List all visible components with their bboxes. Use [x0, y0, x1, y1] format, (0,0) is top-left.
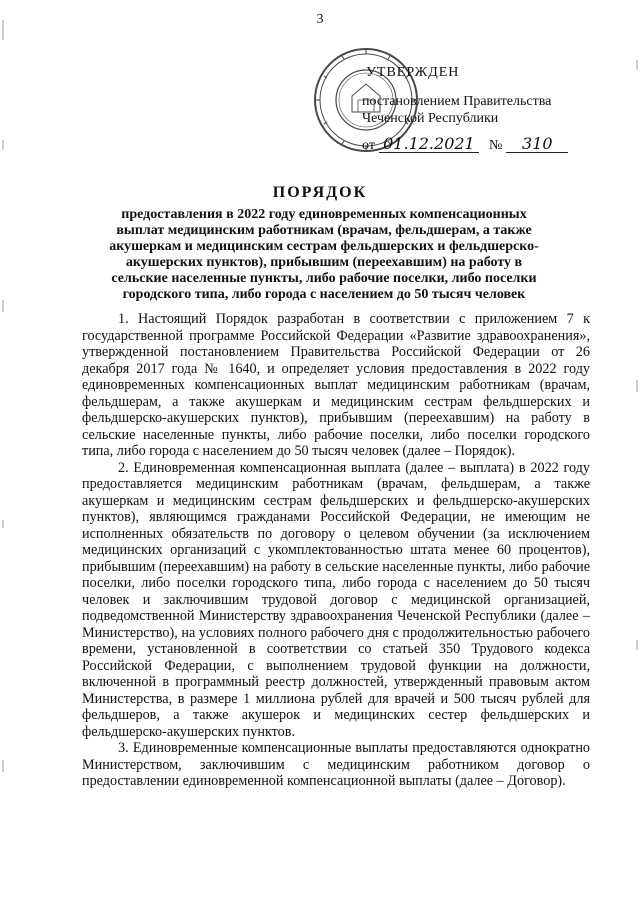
document-body [82, 311, 590, 790]
document-subtitle: предоставления в 2022 году единовременных компенсационных выплат медицинским работникам (врачам, фельдшерам, а также акушеркам и медицинским сестрам фельдшерских и фельдшерско-акушерских пунктов), прибывшим (переехавшим) на работу в сельские населенные пункты, либо рабочие поселки, либо поселки городского типа, либо города с населением до 50 тысяч человек [109, 207, 539, 302]
number-prefix: № [488, 138, 503, 153]
scan-edge-left [2, 0, 4, 905]
approval-line-1: постановлением Правительства [362, 94, 552, 109]
scan-edge-right [636, 0, 638, 905]
approval-number: 310 [506, 135, 568, 153]
approval-line-2: Чеченской Республики [362, 111, 499, 126]
approval-date-row [362, 135, 568, 154]
document-title: ПОРЯДОК [272, 184, 368, 201]
page-number: 3 [316, 12, 324, 27]
approval-title: УТВЕРЖДЕН [366, 65, 460, 80]
date-prefix: от [362, 138, 375, 153]
approval-date: 01.12.2021 [379, 135, 479, 153]
paragraph-3: 3. Единовременные компенсационные выплаты предоставляются однократно Министерством, заключившим с медицинским работником договор о предоставлении единовременной компенсационной выплаты (далее – Договор). [82, 740, 590, 789]
paragraph-1: 1. Настоящий Порядок разработан в соответствии с приложением 7 к государственной программе Российской Федерации «Развитие здравоохранения», утвержденной постановлением Правительства Российской Федерации от 26 декабря 2017 года № 1640, и определяет условия предоставления в 2022 году единовременных компенсационных выплат медицинским работникам (врачам, фельдшерам, а также акушеркам и медицинским сестрам фельдшерских и фельдшерско-акушерских пунктов), прибывшим (переехавшим) на работу в сельские населенные пункты, либо рабочие поселки, либо поселки городского типа, либо города с населением до 50 тысяч человек (далее – Порядок). [82, 311, 590, 459]
paragraph-2: 2. Единовременная компенсационная выплата (далее – выплата) в 2022 году предоставляется медицинским работникам (врачам, фельдшерам, а также акушеркам и медицинским сестрам фельдшерских и фельдшерско-акушерских пунктов), являющимся гражданами Российской Федерации, не имеющим не исполненных обязательств по договору о целевом обучении (за исключением медицинских организаций с укомплектованностью штата менее 60 процентов), прибывшим (переехавшим) на работу в сельские населенные пункты, либо рабочие поселки, либо поселки городского типа, либо города с населением до 50 тысяч человек и заключившим трудовой договор с медицинской организацией, подведомственной Министерству здравоохранения Чеченской Республики (далее – Министерство), на условиях полного рабочего дня с продолжительностью рабочего времени, установленной в соответствии со статьей 350 Трудового кодекса Российской Федерации, с выполнением трудовой функции на должности, включенной в программный реестр должностей, утвержденный правовым актом Министерства, в размере 1 миллиона рублей для врачей и 500 тысяч рублей для фельдшеров, а также акушерок и медицинских сестер фельдшерских и фельдшерско-акушерских пунктов. [82, 459, 590, 740]
